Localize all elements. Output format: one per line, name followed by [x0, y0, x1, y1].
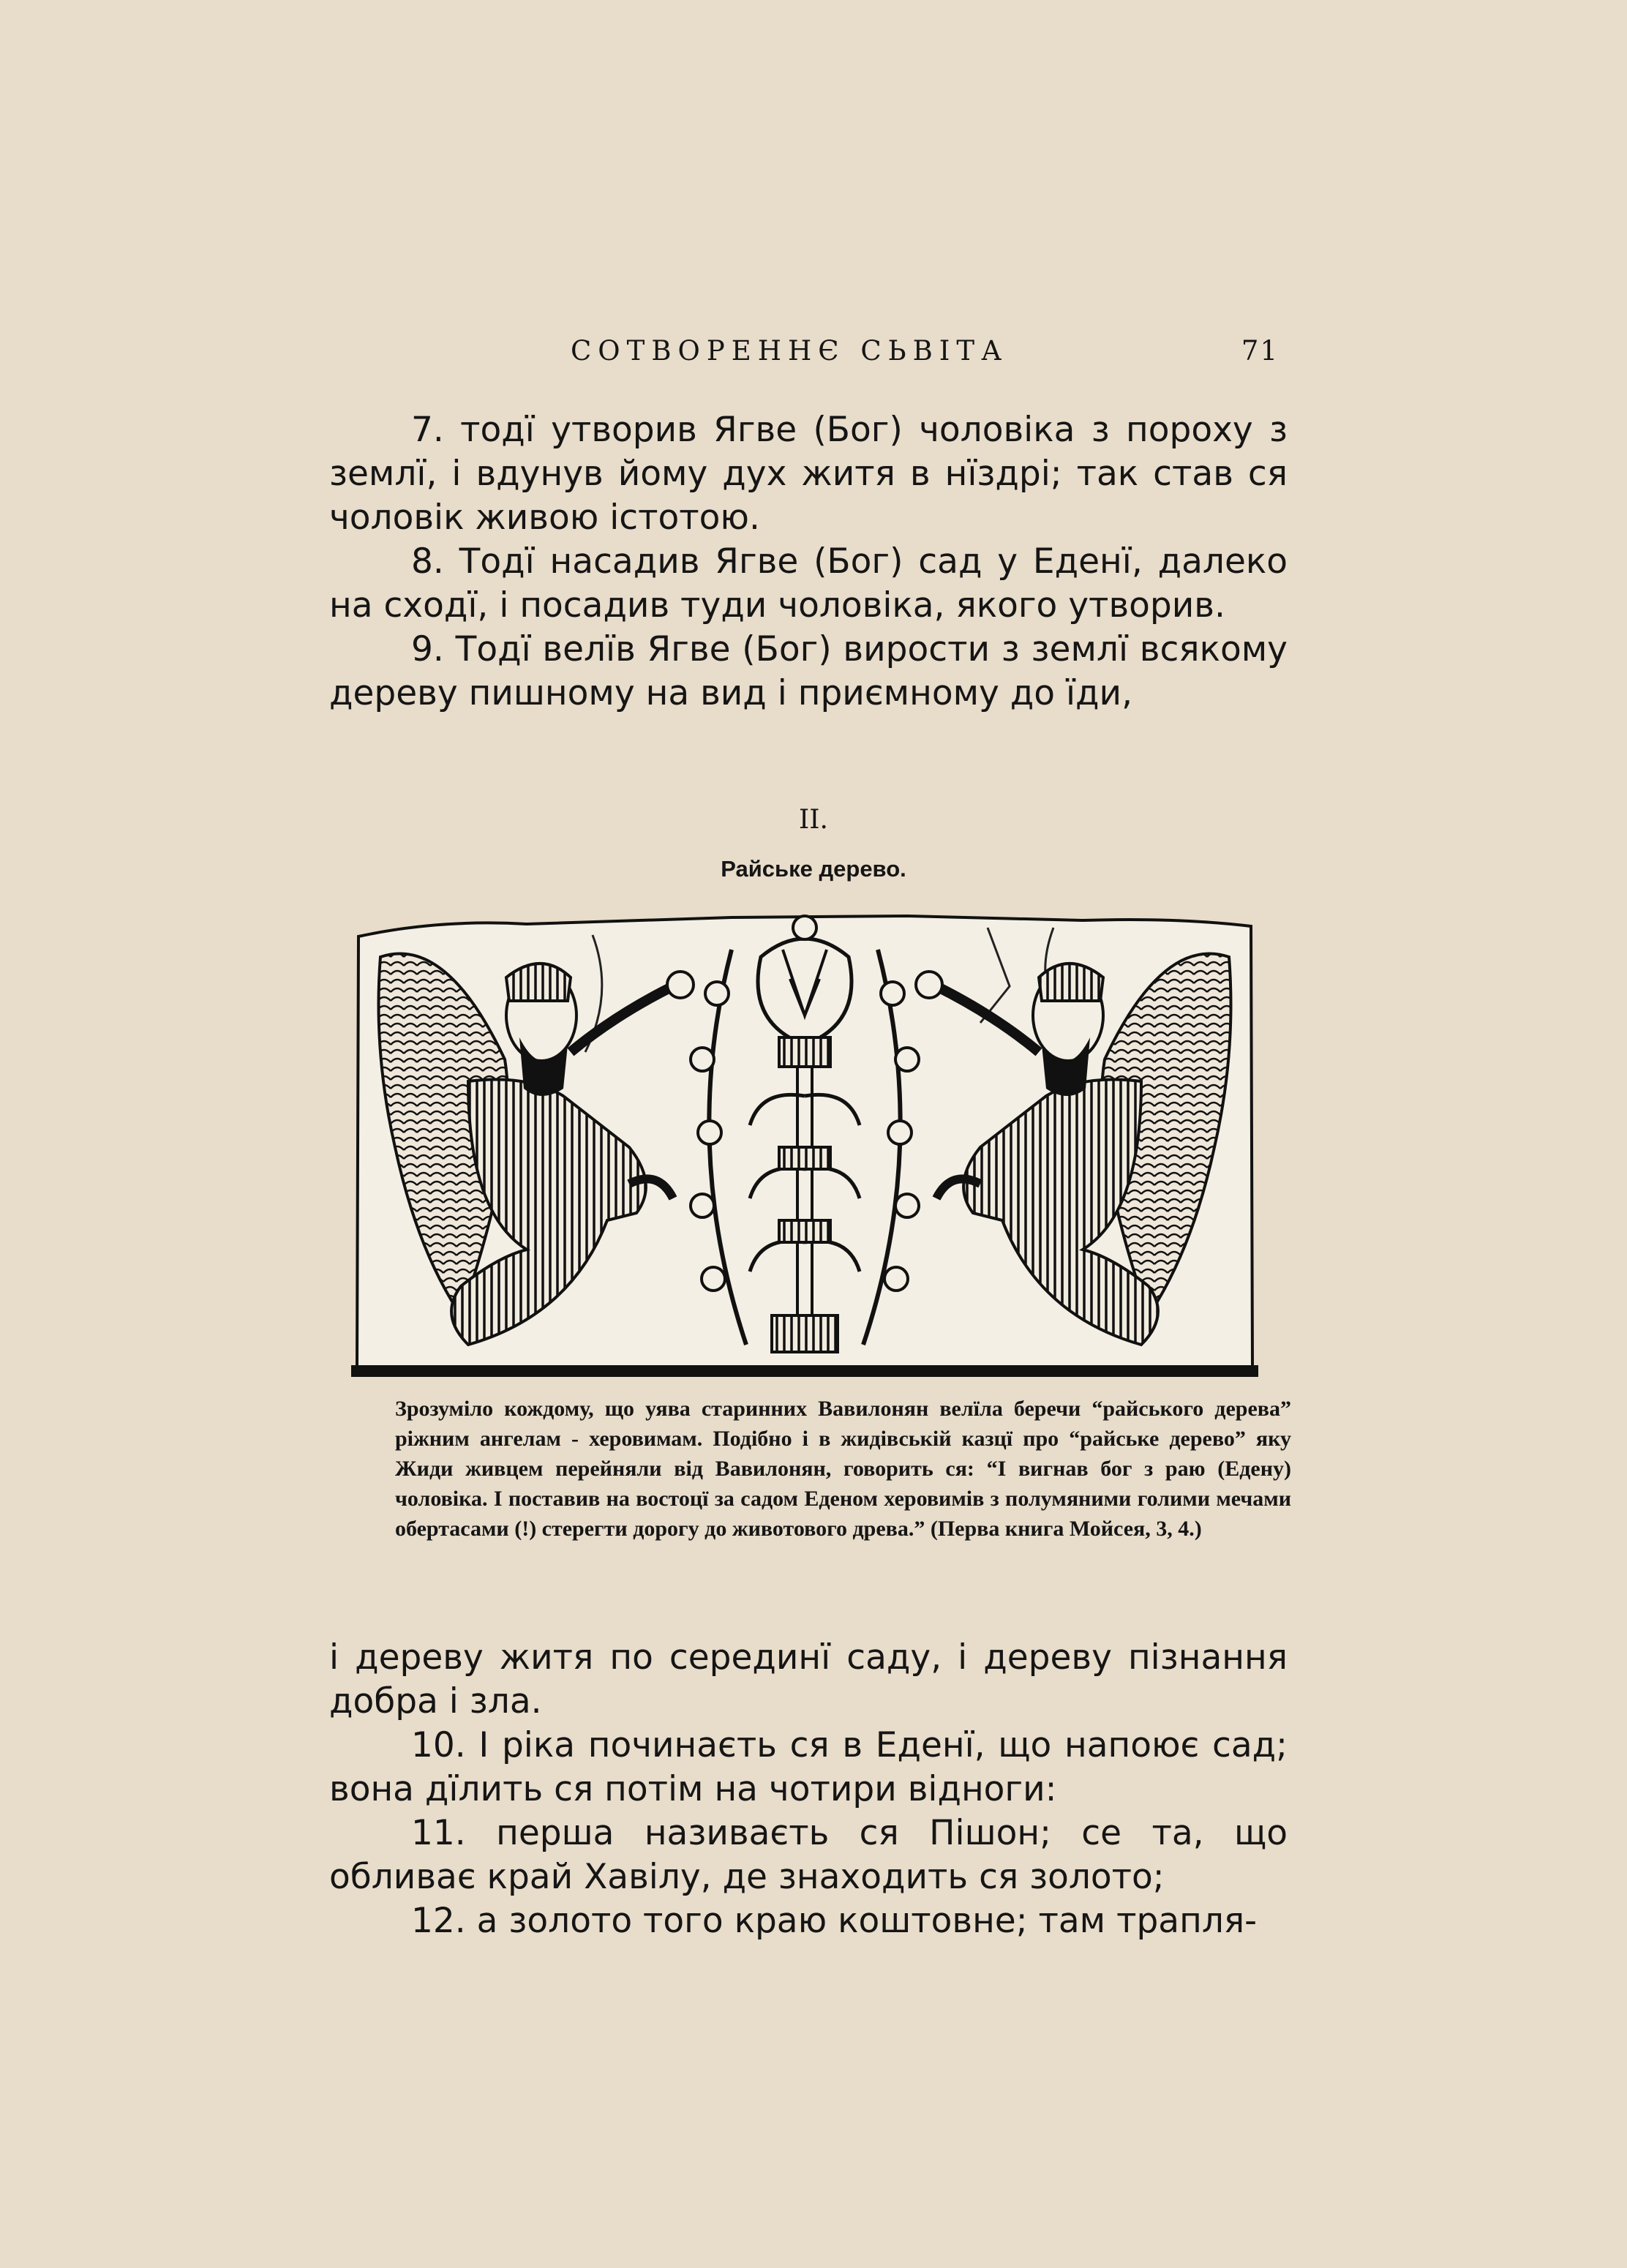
paragraph-verse-7: 7. тодї утворив Ягве (Бог) чоловіка з пороху з землї, і вдунув йому дух житя в нїздрі; так став ся чоловік живою істотою.	[329, 410, 1288, 538]
page-number: 71	[1241, 335, 1279, 367]
body-text-bottom	[329, 1636, 1288, 1943]
running-title: СОТВОРЕННЄ СЬВІТА	[571, 335, 1009, 367]
figure-number: II.	[799, 805, 828, 835]
running-header	[571, 335, 1288, 376]
paragraph-verse-9: 9. Тодї велїв Ягве (Бог) вирости з землї всякому дереву пишному на вид і приємному до їди,	[329, 629, 1288, 713]
paragraph-verse-8: 8. Тодї насадив Ягве (Бог) сад у Еденї, далеко на сходї, і посадив туди чоловіка, якого утворив.	[329, 541, 1288, 626]
paragraph-continuation: і дереву житя по серединї саду, і дереву пізнання добра і зла.	[329, 1637, 1288, 1721]
paradise-tree-relief-illustration	[351, 906, 1258, 1381]
body-text-top	[329, 408, 1288, 716]
figure-caption: Зрозуміло кождому, що уява старинних Вавилонян велїла беречи “райського дерева” ріжним ангелам - херовимам. Подібно і в жидівській казцї про “райське дерево” яку Жиди живцем перейняли від Вавилонян, говорить ся: “І вигнав бог з раю (Едену) чоловіка. І поставив на востоцї за садом Еденом херовимів з полумяними голими мечами обертасами (!) стерегти дорогу до животового древа.” (Перва книга Мойсея, 3, 4.)	[395, 1397, 1291, 1541]
paragraph-verse-10: 10. І ріка починаєть ся в Еденї, що напоює сад; вона дїлить ся потім на чотири відноги:	[329, 1725, 1288, 1809]
paragraph-verse-11: 11. перша називаєть ся Пішон; се та, що обливає край Хавілу, де знаходить ся золото;	[329, 1813, 1288, 1897]
figure-title: Райське дерево.	[721, 856, 906, 882]
paragraph-verse-12: 12. а золото того краю коштовне; там трапля-	[411, 1901, 1258, 1941]
